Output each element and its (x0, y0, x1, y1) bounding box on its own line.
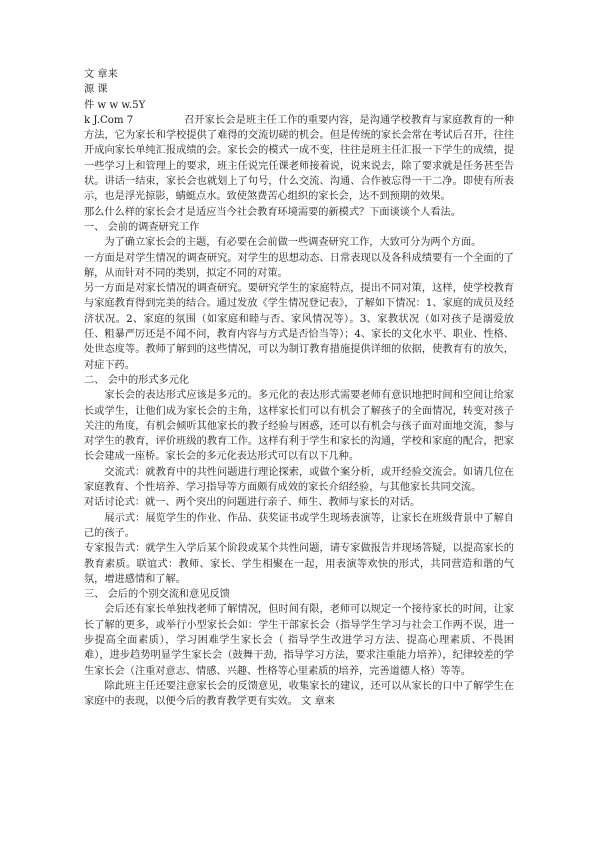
section-2-paragraph: 专家报告式：就学生入学后某个阶段或某个共性问题，请专家做报告并现场答疑，以提高家长的教育素质。联谊式：教师、家长、学生相聚在一起，用表演等欢快的形式，共同营造和谐的气氛，增进感情和了解。 (84, 543, 514, 585)
header-line-4: k J.Com 7 (84, 114, 134, 126)
section-2-heading: 二、 会中的形式多元化 (84, 374, 190, 386)
document-body (84, 67, 514, 709)
intro-text: 召开家长会是班主任工作的重要内容，是沟通学校教育与家庭教育的一种方法，它为家长和学校提供了难得的交流切磋的机会。但是传统的家长会常在考试后召开，往往开成向家长单纯汇报成绩的会。家长会的模式一成不变，往往是班主任汇报一下学生的成绩，提一些学习上和管理上的要求，班主任说完任课老师接着说，说来说去，除了要求就是任务甚至告状。讲话一结束，家长会也就划上了句号，什么交流、沟通、合作被忘得一干二净。即使有所表示，也是浮光掠影，蜻蜓点水。致使煞费苦心组织的家长会，达不到预期的效果。 (84, 114, 514, 203)
header-line-2: 源 课 (84, 84, 108, 96)
section-1-heading: 一、 会前的调查研究工作 (84, 221, 200, 233)
header-line-1: 文 章来 (84, 69, 118, 80)
section-2-paragraph: 对话讨论式：就一、两个突出的问题进行亲子、师生、教师与家长的对话。 (84, 497, 421, 509)
section-1-paragraph: 另一方面是对家长情况的调查研究。要研究学生的家庭特点，提出不同对策，这样，使学校教育与家庭教育得到完美的结合。通过发放《学生情况登记表》，了解如下情况：1、家庭的成员及经济状况。2、家庭的氛围（如家庭和睦与否、家风情况等）。3、家教状况（如对孩子是溺爱放任、粗暴严厉还是不闻不问，教育内容与方式是否恰当等）；4、家长的文化水平、职业、性格、处世态度等。教师了解到的这些情况，可以为制订教育措施提供详细的依据，使教育有的放矢，对症下药。 (84, 283, 514, 371)
section-3-paragraph: 会后还有家长单独找老师了解情况，但时间有限，老师可以规定一个接待家长的时间，让家长了解的更多，或举行小型家长会如：学生干部家长会（指导学生学习与社会工作两不误，进一步提高全面素质），学习困难学生家长会（ 指导学生改进学习方法、提高心理素质、不畏困难），进步趋势明显学生家长会（鼓舞干劲，指导学习方法，要求注重能力培养），纪律较差的学生家长会（注重对意志、情感、兴趣、性格等心里素质的培养，完善道德人格）等等。 (84, 604, 514, 677)
section-2-paragraph: 交流式：就教育中的共性问题进行理论探索，或做个案分析，或开经验交流会。如请几位在家庭教育、个性培养、学习指导等方面颇有成效的家长介绍经验，与其他家长共同交流。 (84, 466, 514, 494)
section-1-paragraph: 一方面是对学生情况的调查研究。对学生的思想动态、日常表现以及各科成绩要有一个全面的了解，从而针对不同的类别，拟定不同的对策。 (84, 252, 514, 279)
section-3-heading: 三、 会后的个别交流和意见反馈 (84, 589, 230, 601)
header-line-3: 件 w w w.5Y (84, 99, 146, 111)
section-1-paragraph: 为了确立家长会的主题，有必要在会前做一些调查研究工作，大致可分为两个方面。 (104, 237, 482, 249)
section-3-paragraph: 除此班主任还要注意家长会的反馈意见，收集家长的建议，还可以从家长的口中了解学生在家庭中的表现，以便今后的教育教学更有实效。 文 章来 (84, 680, 514, 708)
section-2-paragraph: 家长会的表达形式应该是多元的。多元化的表达形式需要老师有意识地把时间和空间让给家长或学生，让他们成为家长会的主角，这样家长们可以有机会了解孩子的全面情况，转变对孩子关注的角度，有机会倾听其他家长的教子经验与困惑，还可以有机会与孩子面对面地交流，参与对学生的教育，评价班级的教育工作。这样有利于学生和家长的沟通，学校和家庭的配合，把家长会建成一座桥。家长会的多元化表达形式可以有以下几种。 (84, 390, 514, 463)
section-2-paragraph: 展示式：展览学生的作业、作品、获奖证书或学生现场表演等，让家长在班级背景中了解自己的孩子。 (84, 512, 514, 539)
intro-question: 那么什么样的家长会才是适应当今社会教育环境需要的新模式？下面谈谈个人看法。 (84, 206, 461, 218)
intro-paragraph (84, 113, 514, 205)
